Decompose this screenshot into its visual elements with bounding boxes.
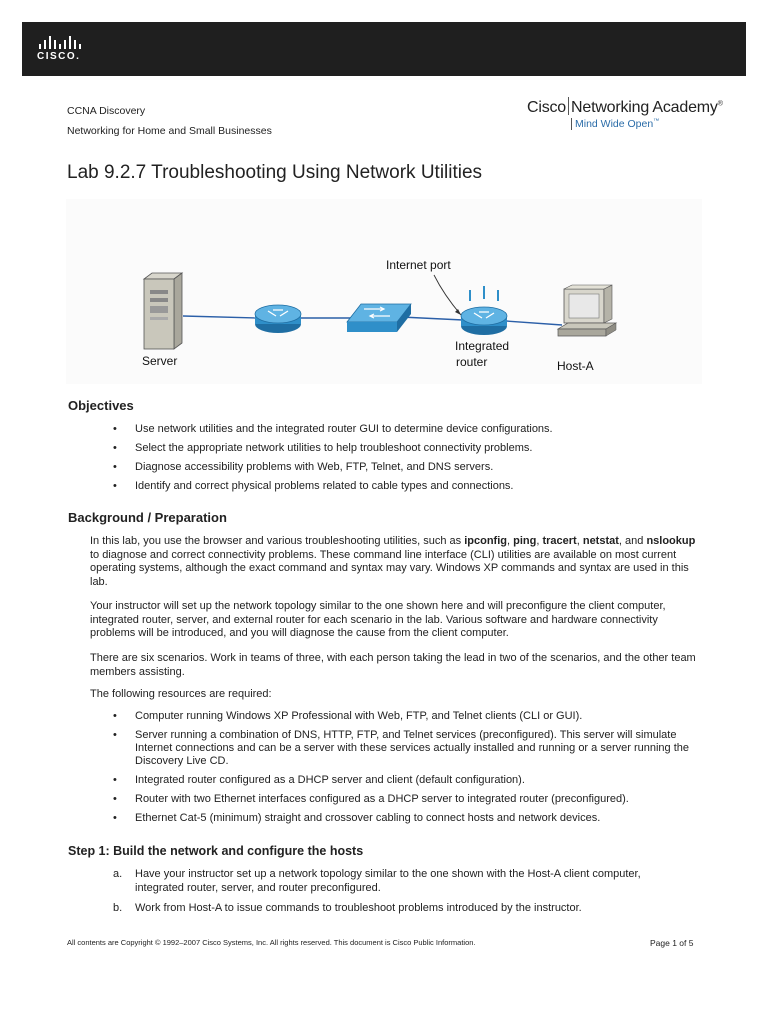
page-number: Page 1 of 5 — [650, 938, 694, 948]
list-item: • Server running a combination of DNS, HTTP, FTP, and Telnet services (preconfigured). This server will simulate Internet connections and can be a server with these services actually installed and running or a server running the Discovery Live CD. — [113, 729, 703, 768]
host-a-label: Host-A — [557, 359, 594, 373]
computer-icon — [558, 285, 616, 336]
list-item: • Router with two Ethernet interfaces configured as a DHCP server to integrated router (preconfigured). — [113, 793, 703, 806]
step1-list — [113, 868, 673, 923]
list-item: • Use network utilities and the integrated router GUI to determine device configurations. — [113, 423, 553, 436]
top-banner — [22, 22, 746, 76]
objectives-list — [113, 423, 553, 499]
academy-name-rest: Networking Academy — [571, 99, 718, 116]
list-item: b. Work from Host-A to issue commands to troubleshoot problems introduced by the instructor. — [113, 902, 582, 915]
cisco-bars-icon — [39, 36, 97, 49]
list-item: • Diagnose accessibility problems with Web, FTP, Telnet, and DNS servers. — [113, 461, 553, 474]
objectives-heading: Objectives — [68, 398, 134, 413]
server-label: Server — [142, 354, 178, 368]
list-item: • Identify and correct physical problems related to cable types and connections. — [113, 480, 553, 493]
list-item: • Computer running Windows XP Professional with Web, FTP, and Telnet clients (CLI or GUI). — [113, 710, 703, 723]
background-paragraph-2: Your instructor will set up the network topology similar to the one shown here and will preconfigure the client computer, integrated router, server, and external router for each scenario in the lab. Various software and hardware connectivity problems will be introduced, and you will diagnose the cause from the client computer. — [90, 600, 666, 640]
resources-list — [113, 710, 703, 831]
course-subtitle: Networking for Home and Small Businesses — [67, 125, 272, 137]
router-icon — [255, 305, 301, 333]
integrated-router-icon — [461, 286, 507, 335]
list-item: • Select the appropriate network utilities to help troubleshoot connectivity problems. — [113, 442, 553, 455]
background-paragraph-4: The following resources are required: — [90, 688, 272, 700]
server-icon — [144, 273, 182, 349]
academy-name-cisco: Cisco — [527, 99, 567, 116]
cisco-wordmark: CISCO. — [37, 51, 81, 62]
academy-name: Cisco Networking Academy® — [527, 99, 723, 116]
step1-heading: Step 1: Build the network and configure the hosts — [68, 844, 364, 858]
switch-icon — [347, 304, 411, 332]
cisco-logo — [37, 36, 97, 66]
background-heading: Background / Preparation — [68, 510, 227, 525]
integrated-router-label-2: router — [456, 355, 488, 369]
network-topology-diagram — [66, 199, 702, 384]
course-header — [67, 101, 272, 141]
academy-tagline-text: Mind Wide Open — [575, 118, 654, 130]
background-paragraph-3: There are six scenarios. Work in teams of three, with each person taking the lead in two of the scenarios, and the other team members assisting. — [90, 652, 696, 678]
internet-port-label: Internet port — [386, 258, 451, 272]
list-item: • Ethernet Cat-5 (minimum) straight and crossover cabling to connect hosts and network devices. — [113, 812, 703, 825]
course-name: CCNA Discovery — [67, 105, 146, 117]
internet-port-pointer — [434, 275, 461, 315]
integrated-router-label-1: Integrated — [455, 339, 510, 353]
list-item: • Integrated router configured as a DHCP server and client (default configuration). — [113, 774, 703, 787]
academy-tagline: Mind Wide Open™ — [571, 118, 723, 130]
list-item: a. Have your instructor set up a network topology similar to the one shown with the Host-A client computer, integrated router, server, and router preconfigured. — [113, 868, 641, 894]
networking-academy-logo — [527, 97, 723, 130]
background-paragraph-1: In this lab, you use the browser and various troubleshooting utilities, such as ipconfig, ping, tracert, netstat, and nslookup to diagnose and correct connectivity problems. These command line interface (CLI) utilities are available on most current operating systems, although the exact command and syntax may vary. Windows XP commands and syntax are used in this lab. — [90, 535, 696, 588]
page-title: Lab 9.2.7 Troubleshooting Using Network Utilities — [67, 162, 483, 183]
copyright-footer: All contents are Copyright © 1992–2007 Cisco Systems, Inc. All rights reserved. This document is Cisco Public Information. — [67, 938, 476, 947]
